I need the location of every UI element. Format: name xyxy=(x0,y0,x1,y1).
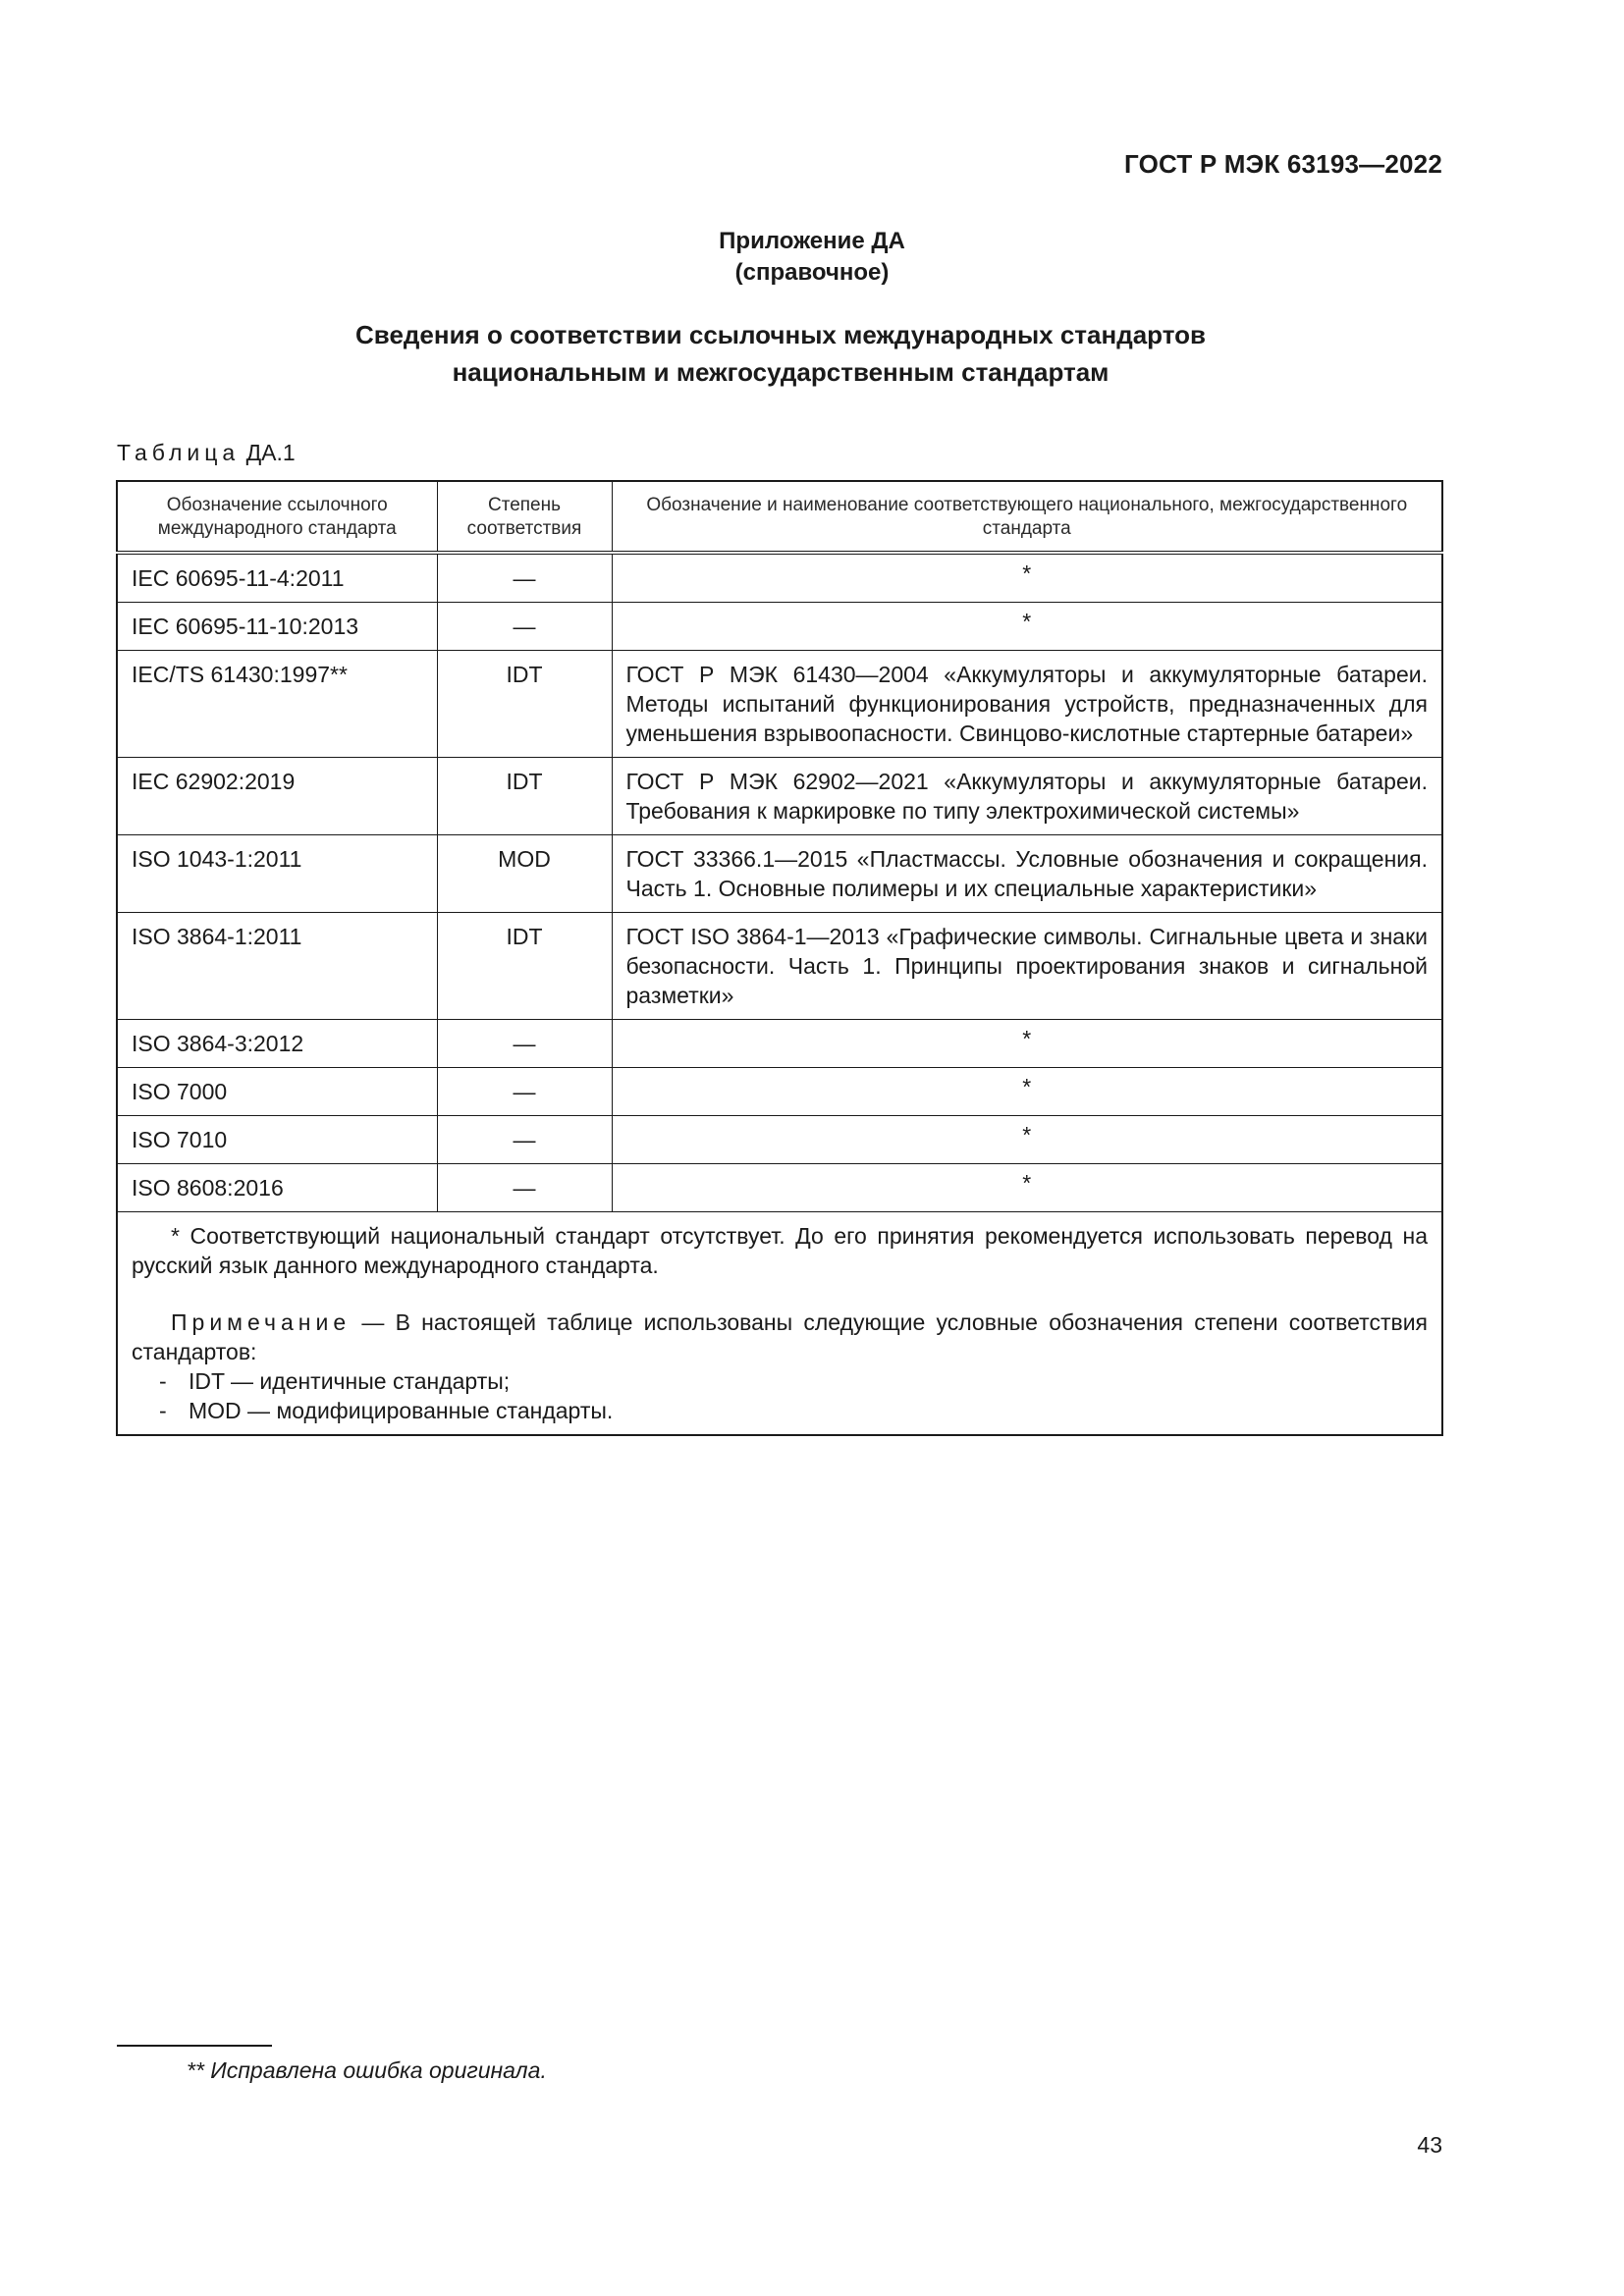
cell-national-standard: * xyxy=(612,603,1442,651)
cell-national-standard: * xyxy=(612,1068,1442,1116)
section-title-line-1: Сведения о соответствии ссылочных международных стандартов xyxy=(355,320,1206,349)
table-caption-label: Таблица xyxy=(117,440,241,465)
section-title-line-2: национальным и межгосударственным стандартам xyxy=(452,357,1110,387)
page-footnote: ** Исправлена ошибка оригинала. xyxy=(187,2057,547,2083)
note-list xyxy=(132,1366,1428,1425)
table-row xyxy=(117,1068,1442,1116)
table-row xyxy=(117,1164,1442,1212)
table-note xyxy=(132,1308,1428,1366)
cell-national-standard: ГОСТ Р МЭК 61430—2004 «Аккумуляторы и аккумуляторные батареи. Методы испытаний функционирования устройств, предназначенных для уменьшения взрывоопасности. Свинцово-кислотные стартерные батареи» xyxy=(612,651,1442,758)
cell-national-standard: ГОСТ Р МЭК 62902—2021 «Аккумуляторы и аккумуляторные батареи. Требования к маркировке по типу электрохимической системы» xyxy=(612,758,1442,835)
cell-degree: MOD xyxy=(437,835,612,913)
annex-heading xyxy=(0,226,1624,289)
table-header-row xyxy=(117,481,1442,553)
cell-degree: — xyxy=(437,1164,612,1212)
table-row xyxy=(117,603,1442,651)
table-row xyxy=(117,913,1442,1020)
list-item: - MOD — модифицированные стандарты. xyxy=(159,1398,614,1423)
cell-degree: — xyxy=(437,1020,612,1068)
standards-correspondence-table xyxy=(116,480,1443,1436)
cell-national-standard: * xyxy=(612,1164,1442,1212)
cell-international-code: IEC 62902:2019 xyxy=(117,758,437,835)
cell-degree: IDT xyxy=(437,758,612,835)
document-code-header: ГОСТ Р МЭК 63193—2022 xyxy=(1123,149,1442,179)
cell-degree: IDT xyxy=(437,913,612,1020)
note-item-mod: MOD — модифицированные стандарты. xyxy=(189,1398,614,1423)
cell-national-standard: * xyxy=(612,1020,1442,1068)
cell-degree: IDT xyxy=(437,651,612,758)
cell-international-code: ISO 3864-1:2011 xyxy=(117,913,437,1020)
table-row xyxy=(117,651,1442,758)
table-row xyxy=(117,835,1442,913)
asterisk-footnote: * Соответствующий национальный стандарт отсутствует. До его принятия рекомендуется использовать перевод на русский язык данного международного стандарта. xyxy=(132,1223,1428,1278)
cell-degree: — xyxy=(437,553,612,603)
cell-degree: — xyxy=(437,1068,612,1116)
note-text: — В настоящей таблице использованы следующие условные обозначения степени соответствия стандартов: xyxy=(132,1309,1428,1364)
cell-international-code: IEC 60695-11-4:2011 xyxy=(117,553,437,603)
cell-international-code: IEC/TS 61430:1997** xyxy=(117,651,437,758)
annex-title: Приложение ДА xyxy=(719,228,905,254)
cell-international-code: IEC 60695-11-10:2013 xyxy=(117,603,437,651)
footnote-separator xyxy=(117,2045,272,2047)
table-row xyxy=(117,758,1442,835)
cell-national-standard: ГОСТ ISO 3864-1—2013 «Графические символы. Сигнальные цвета и знаки безопасности. Часть 1. Принципы проектирования знаков и сигнальной разметки» xyxy=(612,913,1442,1020)
standards-table-wrapper xyxy=(116,480,1441,1436)
annex-kind: (справочное) xyxy=(734,259,890,286)
table-caption-number: ДА.1 xyxy=(245,440,296,465)
header-national-standard: Обозначение и наименование соответствующего национального, межгосударственного стандарта xyxy=(612,481,1442,553)
table-row xyxy=(117,1116,1442,1164)
cell-national-standard: * xyxy=(612,553,1442,603)
table-footnote-cell xyxy=(117,1212,1442,1436)
cell-national-standard: ГОСТ 33366.1—2015 «Пластмассы. Условные обозначения и сокращения. Часть 1. Основные полимеры и их специальные характеристики» xyxy=(612,835,1442,913)
table-row xyxy=(117,1020,1442,1068)
cell-international-code: ISO 8608:2016 xyxy=(117,1164,437,1212)
cell-national-standard: * xyxy=(612,1116,1442,1164)
table-footnote-row xyxy=(117,1212,1442,1436)
cell-international-code: ISO 1043-1:2011 xyxy=(117,835,437,913)
table-row xyxy=(117,553,1442,603)
cell-international-code: ISO 3864-3:2012 xyxy=(117,1020,437,1068)
cell-international-code: ISO 7010 xyxy=(117,1116,437,1164)
page-number: 43 xyxy=(1417,2132,1442,2158)
section-title xyxy=(0,316,1561,391)
header-international-standard: Обозначение ссылочного международного стандарта xyxy=(117,481,437,553)
header-degree-of-correspondence: Степень соответствия xyxy=(437,481,612,553)
table-caption xyxy=(117,440,296,466)
cell-international-code: ISO 7000 xyxy=(117,1068,437,1116)
cell-degree: — xyxy=(437,1116,612,1164)
cell-degree: — xyxy=(437,603,612,651)
note-item-idt: IDT — идентичные стандарты; xyxy=(189,1368,511,1394)
note-label: Примечание xyxy=(171,1309,352,1335)
list-item: - IDT — идентичные стандарты; xyxy=(159,1368,511,1394)
